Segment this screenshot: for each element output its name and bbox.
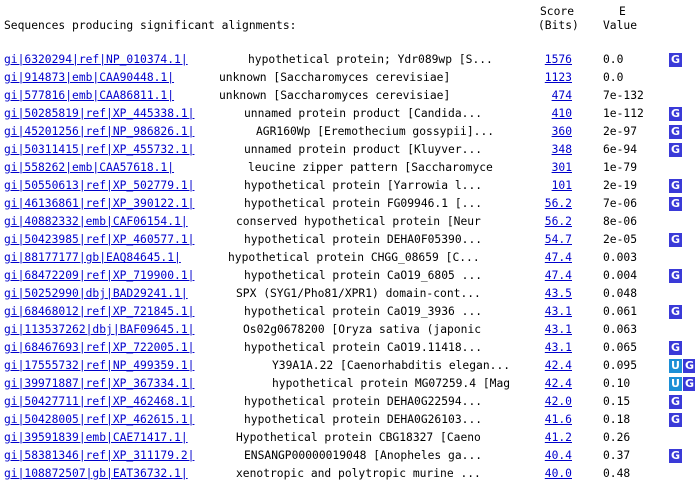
evalue-text: 0.37	[603, 449, 631, 462]
sequence-description: unnamed protein product [Kluyver...	[244, 143, 483, 156]
sequence-id-link[interactable]: gi|558262|emb|CAA57618.1|	[4, 161, 175, 174]
gene-link-icon[interactable]: G	[670, 143, 681, 156]
evalue-text: 0.10	[603, 377, 631, 390]
evalue-text: 0.065	[603, 341, 638, 354]
sequence-description: hypothetical protein DEHA0G22594...	[244, 395, 483, 408]
score-link[interactable]: 47.4	[544, 251, 572, 264]
gene-link-icon[interactable]: G	[684, 377, 695, 390]
gene-link-icon[interactable]: G	[670, 179, 681, 192]
score-link[interactable]: 43.5	[544, 287, 572, 300]
table-row	[0, 411, 695, 429]
table-row	[0, 285, 695, 303]
sequence-description: hypothetical protein; Ydr089wp [S...	[248, 53, 493, 66]
sequence-id-link[interactable]: gi|88177177|gb|EAQ84645.1|	[4, 251, 181, 264]
table-row	[0, 249, 695, 267]
score-link[interactable]: 360	[551, 125, 572, 138]
score-link[interactable]: 1123	[544, 71, 572, 84]
sequence-id-link[interactable]: gi|39971887|ref|XP_367334.1|	[4, 377, 195, 390]
sequence-id-link[interactable]: gi|50311415|ref|XP_455732.1|	[4, 143, 195, 156]
sequence-description: unnamed protein product [Candida...	[244, 107, 483, 120]
table-row	[0, 375, 695, 393]
sequence-id-link[interactable]: gi|50428005|ref|XP_462615.1|	[4, 413, 195, 426]
alignments-heading: Sequences producing significant alignments:	[4, 19, 297, 32]
evalue-text: 1e-112	[603, 107, 644, 120]
evalue-column-header: E	[619, 5, 626, 18]
table-row	[0, 159, 695, 177]
score-link[interactable]: 101	[551, 179, 572, 192]
sequence-id-link[interactable]: gi|68467693|ref|XP_722005.1|	[4, 341, 195, 354]
score-link[interactable]: 41.2	[544, 431, 572, 444]
gene-link-icon[interactable]: G	[670, 107, 681, 120]
sequence-description: SPX (SYG1/Pho81/XPR1) domain-cont...	[236, 287, 481, 300]
sequence-id-link[interactable]: gi|40882332|emb|CAF06154.1|	[4, 215, 188, 228]
evalue-text: 2e-05	[603, 233, 638, 246]
score-link[interactable]: 40.0	[544, 467, 572, 480]
table-row	[0, 321, 695, 339]
score-link[interactable]: 43.1	[544, 341, 572, 354]
sequence-id-link[interactable]: gi|68472209|ref|XP_719900.1|	[4, 269, 195, 282]
sequence-id-link[interactable]: gi|108872507|gb|EAT36732.1|	[4, 467, 188, 480]
table-row	[0, 393, 695, 411]
gene-link-icon[interactable]: G	[670, 233, 681, 246]
evalue-text: 0.0	[603, 53, 624, 66]
evalue-value-column-header: Value	[603, 19, 638, 32]
gene-link-icon[interactable]: G	[684, 359, 695, 372]
evalue-text: 0.003	[603, 251, 638, 264]
score-link[interactable]: 40.4	[544, 449, 572, 462]
table-row	[0, 231, 695, 249]
table-row	[0, 195, 695, 213]
score-link[interactable]: 54.7	[544, 233, 572, 246]
sequence-id-link[interactable]: gi|17555732|ref|NP_499359.1|	[4, 359, 195, 372]
table-row	[0, 357, 695, 375]
sequence-description: leucine zipper pattern [Saccharomyce	[248, 161, 493, 174]
sequence-description: conserved hypothetical protein [Neur	[236, 215, 481, 228]
table-row	[0, 303, 695, 321]
sequence-description: hypothetical protein [Yarrowia l...	[244, 179, 483, 192]
table-row	[0, 339, 695, 357]
score-link[interactable]: 47.4	[544, 269, 572, 282]
sequence-description: hypothetical protein CaO19_6805 ...	[244, 269, 483, 282]
evalue-text: 0.004	[603, 269, 638, 282]
gene-link-icon[interactable]: G	[670, 395, 681, 408]
gene-link-icon[interactable]: G	[670, 53, 681, 66]
sequence-id-link[interactable]: gi|58381346|ref|XP_311179.2|	[4, 449, 195, 462]
table-row	[0, 429, 695, 447]
evalue-text: 0.15	[603, 395, 631, 408]
score-link[interactable]: 301	[551, 161, 572, 174]
evalue-text: 0.0	[603, 71, 624, 84]
score-link[interactable]: 410	[551, 107, 572, 120]
sequence-description: Os02g0678200 [Oryza sativa (japonic	[243, 323, 482, 336]
gene-link-icon[interactable]: G	[670, 449, 681, 462]
sequence-description: hypothetical protein DEHA0F05390...	[244, 233, 483, 246]
evalue-text: 6e-94	[603, 143, 638, 156]
score-link[interactable]: 43.1	[544, 323, 572, 336]
table-row	[0, 177, 695, 195]
score-column-header: Score	[540, 5, 575, 18]
sequence-description: hypothetical protein FG09946.1 [...	[244, 197, 483, 210]
sequence-description: unknown [Saccharomyces cerevisiae]	[219, 71, 451, 84]
score-link[interactable]: 42.4	[544, 359, 572, 372]
evalue-text: 2e-97	[603, 125, 638, 138]
score-link[interactable]: 348	[551, 143, 572, 156]
table-row	[0, 69, 695, 87]
score-link[interactable]: 43.1	[544, 305, 572, 318]
gene-link-icon[interactable]: G	[670, 269, 681, 282]
sequence-id-link[interactable]: gi|50252990|dbj|BAD29241.1|	[4, 287, 188, 300]
sequence-description: Hypothetical protein CBG18327 [Caeno	[236, 431, 481, 444]
sequence-id-link[interactable]: gi|50423985|ref|XP_460577.1|	[4, 233, 195, 246]
table-row	[0, 51, 695, 69]
sequence-id-link[interactable]: gi|39591839|emb|CAE71417.1|	[4, 431, 188, 444]
sequence-id-link[interactable]: gi|6320294|ref|NP_010374.1|	[4, 53, 188, 66]
sequence-id-link[interactable]: gi|50285819|ref|XP_445338.1|	[4, 107, 195, 120]
table-row	[0, 213, 695, 231]
score-link[interactable]: 42.0	[544, 395, 572, 408]
sequence-description: unknown [Saccharomyces cerevisiae]	[219, 89, 451, 102]
score-link[interactable]: 42.4	[544, 377, 572, 390]
sequence-id-link[interactable]: gi|113537262|dbj|BAF09645.1|	[4, 323, 195, 336]
table-row	[0, 105, 695, 123]
score-bits-column-header: (Bits)	[538, 19, 579, 32]
gene-link-icon[interactable]: G	[670, 197, 681, 210]
evalue-text: 0.26	[603, 431, 631, 444]
sequence-description: hypothetical protein CHGG_08659 [C...	[228, 251, 480, 264]
table-row	[0, 141, 695, 159]
unigene-link-icon[interactable]: U	[669, 359, 682, 373]
table-row	[0, 87, 695, 105]
sequence-description: Y39A1A.22 [Caenorhabditis elegan...	[272, 359, 511, 372]
sequence-description: hypothetical protein MG07259.4 [Mag	[272, 377, 511, 390]
gene-link-icon[interactable]: G	[670, 341, 681, 354]
unigene-link-icon[interactable]: U	[669, 377, 682, 391]
score-link[interactable]: 56.2	[544, 215, 572, 228]
table-row	[0, 465, 695, 483]
evalue-text: 0.063	[603, 323, 638, 336]
sequence-description: hypothetical protein CaO19.11418...	[244, 341, 483, 354]
sequence-id-link[interactable]: gi|46136861|ref|XP_390122.1|	[4, 197, 195, 210]
gene-link-icon[interactable]: G	[670, 125, 681, 138]
evalue-text: 0.061	[603, 305, 638, 318]
evalue-text: 0.048	[603, 287, 638, 300]
sequence-id-link[interactable]: gi|50427711|ref|XP_462468.1|	[4, 395, 195, 408]
table-row	[0, 447, 695, 465]
table-row	[0, 267, 695, 285]
evalue-text: 0.18	[603, 413, 631, 426]
evalue-text: 1e-79	[603, 161, 638, 174]
score-link[interactable]: 1576	[544, 53, 572, 66]
sequence-description: ENSANGP00000019048 [Anopheles ga...	[244, 449, 483, 462]
sequence-description: xenotropic and polytropic murine ...	[236, 467, 481, 480]
score-link[interactable]: 474	[551, 89, 572, 102]
gene-link-icon[interactable]: G	[670, 413, 681, 426]
evalue-text: 7e-132	[603, 89, 644, 102]
sequence-id-link[interactable]: gi|45201256|ref|NP_986826.1|	[4, 125, 195, 138]
evalue-text: 0.095	[603, 359, 638, 372]
sequence-id-link[interactable]: gi|68468012|ref|XP_721845.1|	[4, 305, 195, 318]
evalue-text: 7e-06	[603, 197, 638, 210]
sequence-description: AGR160Wp [Eremothecium gossypii]...	[256, 125, 495, 138]
evalue-text: 2e-19	[603, 179, 638, 192]
score-link[interactable]: 41.6	[544, 413, 572, 426]
sequence-id-link[interactable]: gi|914873|emb|CAA90448.1|	[4, 71, 175, 84]
gene-link-icon[interactable]: G	[670, 305, 681, 318]
table-row	[0, 123, 695, 141]
sequence-description: hypothetical protein CaO19_3936 ...	[244, 305, 483, 318]
evalue-text: 8e-06	[603, 215, 638, 228]
evalue-text: 0.48	[603, 467, 631, 480]
sequence-id-link[interactable]: gi|577816|emb|CAA86811.1|	[4, 89, 175, 102]
sequence-description: hypothetical protein DEHA0G26103...	[244, 413, 483, 426]
sequence-id-link[interactable]: gi|50550613|ref|XP_502779.1|	[4, 179, 195, 192]
score-link[interactable]: 56.2	[544, 197, 572, 210]
